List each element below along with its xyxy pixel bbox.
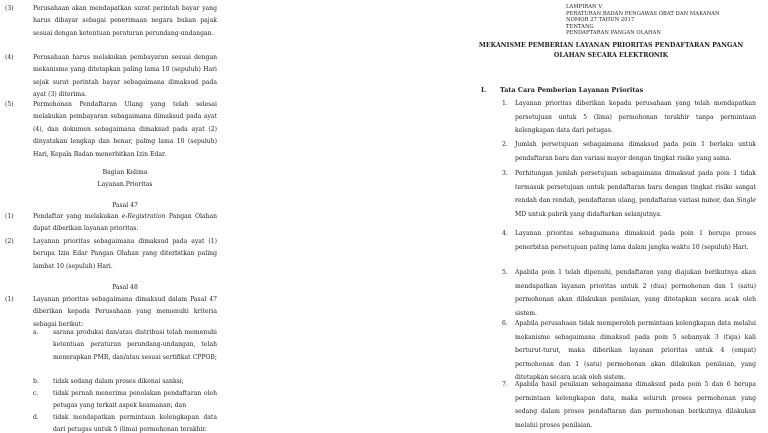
point-6-text: Apabila perusahaan tidak memperoleh permintaan kelengkapan data melalui mekanisme sebagaimana dimaksud pada poin 5 sebanyak 3 (tiga) kali berturut-turut, maka diberikan layanan prioritas untuk 4 (empat) permohonan dan 1 (satu) permohonan akan dilakukan penilaian, yang ditetapkan secara acak oleh sistem.	[515, 320, 756, 381]
sub-d-text: tidak mendapatkan permintaan kelengkapan data dari petugas untuk 5 (lima) permohonan terakhir.	[53, 414, 217, 433]
sub-a-text: sarana produksi dan/atau distribusi telah memenuhi ketentuan peraturan perundang-undangan, telah menerapkan PMR, dan/atau sesuai sertifikat CPPOB;	[53, 329, 217, 361]
point-6-number: 6.	[502, 320, 508, 327]
point-7-number: 7.	[502, 381, 508, 388]
article-47-heading: Pasal 47	[112, 202, 138, 209]
article-48-heading: Pasal 48	[112, 284, 138, 291]
sub-c-letter: c.	[33, 390, 39, 397]
item-4-number: (4)	[5, 54, 14, 61]
header-line: TENTANG	[566, 23, 594, 30]
title-line-2: OLAHAN SECARA ELEKTRONIK	[553, 52, 669, 60]
p47-2-number: (2)	[5, 238, 14, 245]
point-2-number: 2.	[502, 141, 508, 148]
section-title: Tata Cara Pemberian Layanan Prioritas	[500, 86, 644, 94]
header-line: PERATURAN BADAN PENGAWAS OBAT DAN MAKANAN	[566, 10, 720, 17]
point-4-number: 4.	[502, 230, 508, 237]
title-line-1: MEKANISME PEMBERIAN LAYANAN PRIORITAS PENDAFTARAN PANGAN	[478, 42, 744, 49]
sub-b-text: tidak sedang dalam proses dikenai sanksi;	[53, 378, 184, 385]
point-1-number: 1.	[502, 100, 508, 107]
document-title	[470, 41, 752, 61]
item-5-text: Permohonan Pendaftaran Ulang yang telah selesai melakukan pembayaran sebagaimana dimaksud pada ayat (4), dan dokumen sebagaimana dimaksud pada ayat (2) dinyatakan lengkap dan benar, paling lama 10 (sepuluh) Hari, Kepala Badan menerbitkan Izin Edar.	[33, 101, 217, 158]
sub-b-letter: b.	[33, 378, 39, 385]
header-line: NOMOR 27 TAHUN 2017	[566, 17, 635, 24]
p47-1-text: Pendaftar yang melakukan e-Registration Pangan Olahan dapat diberikan layanan prioritas.	[33, 213, 218, 233]
item-5-number: (5)	[5, 101, 14, 108]
point-3-number: 3.	[502, 170, 508, 177]
section-number: I.	[481, 86, 487, 94]
point-5-text: Apabila poin 1 telah dipenuhi, pendaftaran yang diajukan berikutnya akan mendapatkan layanan prioritas untuk 2 (dua) permohonan dan 1 (satu) permohonan akan dilakukan penilaian, yang ditetapkan secara acak oleh sistem.	[515, 269, 756, 317]
sub-d-letter: d.	[33, 414, 39, 421]
point-5-number: 5.	[502, 269, 508, 276]
p48-1-text: Layanan prioritas sebagaimana dimaksud dalam Pasal 47 diberikan kepada Perusahaan yang memenuhi kriteria sebagai berikut:	[33, 296, 217, 328]
point-1-text: Layanan prioritas diberikan kepada perusahaan yang telah mendapatkan persetujuan untuk 5 (lima) permohonan terakhir tanpa permintaan kelengkapan data dari petugas.	[515, 100, 756, 134]
p47-1-number: (1)	[5, 213, 14, 220]
appendix-header	[566, 4, 756, 37]
point-3-text: Perhitungan jumlah persetujuan sebagaimana dimaksud pada poin 1 tidak termasuk persetujuan untuk pendaftaran baru dengan tingkat risiko sangat rendah dan rendah, pendaftaran ulang, pendaftaran variasi minor, dan Single MD untuk pabrik yang didaftarkan selanjutnya.	[515, 170, 756, 218]
item-4-text: Perusahaan harus melakukan pembayaran sesuai dengan mekanisme yang ditetapkan paling lama 10 (sepuluh) Hari sejak surat perintah bayar sebagaimana dimaksud pada ayat (3) diterima.	[33, 54, 217, 99]
header-line: PENDAFTARAN PANGAN OLAHAN	[566, 30, 661, 37]
item-3-text: Perusahaan akan mendapatkan surat perintah bayar yang harus dibayar sebagai penerimaan negara bukan pajak sesuai dengan ketentuan peraturan perundang-undangan.	[33, 5, 217, 37]
header-line: LAMPIRAN V	[566, 4, 603, 10]
item-3-number: (3)	[5, 5, 14, 12]
point-4-text: Layanan prioritas sebagaimana dimaksud pada poin 1 berupa proses penerbitan persetujuan paling lama dalam jangka waktu 10 (sepuluh) Hari.	[515, 230, 756, 251]
section-subheading: Layanan Prioritas	[97, 181, 153, 188]
sub-a-letter: a.	[33, 329, 39, 336]
p47-2-text: Layanan prioritas sebagaimana dimaksud pada ayat (1) berupa Izin Edar Pangan Olahan yang diterbitkan paling lambat 10 (sepuluh) Hari.	[33, 238, 217, 270]
point-7-text: Apabila hasil penilaian sebagaimana dimaksud pada poin 5 dan 6 berupa permintaan kelengkapan data, maka seluruh proses permohonan yang sedang dalam proses pendaftaran dan permohonan berikutnya dilakukan melalui proses penilaian.	[515, 381, 756, 429]
point-2-text: Jumlah persetujuan sebagaimana dimaksud pada poin 1 berlaku untuk pendaftaran baru dan variasi mayor dengan tingkat risiko yang sama.	[515, 141, 756, 162]
sub-c-text: tidak pernah menerima penolakan pendaftaran oleh petugas yang terkait aspek keamanan; dan	[53, 390, 217, 410]
section-heading: Bagian Kelima	[102, 169, 148, 176]
p48-1-number: (1)	[5, 296, 14, 303]
